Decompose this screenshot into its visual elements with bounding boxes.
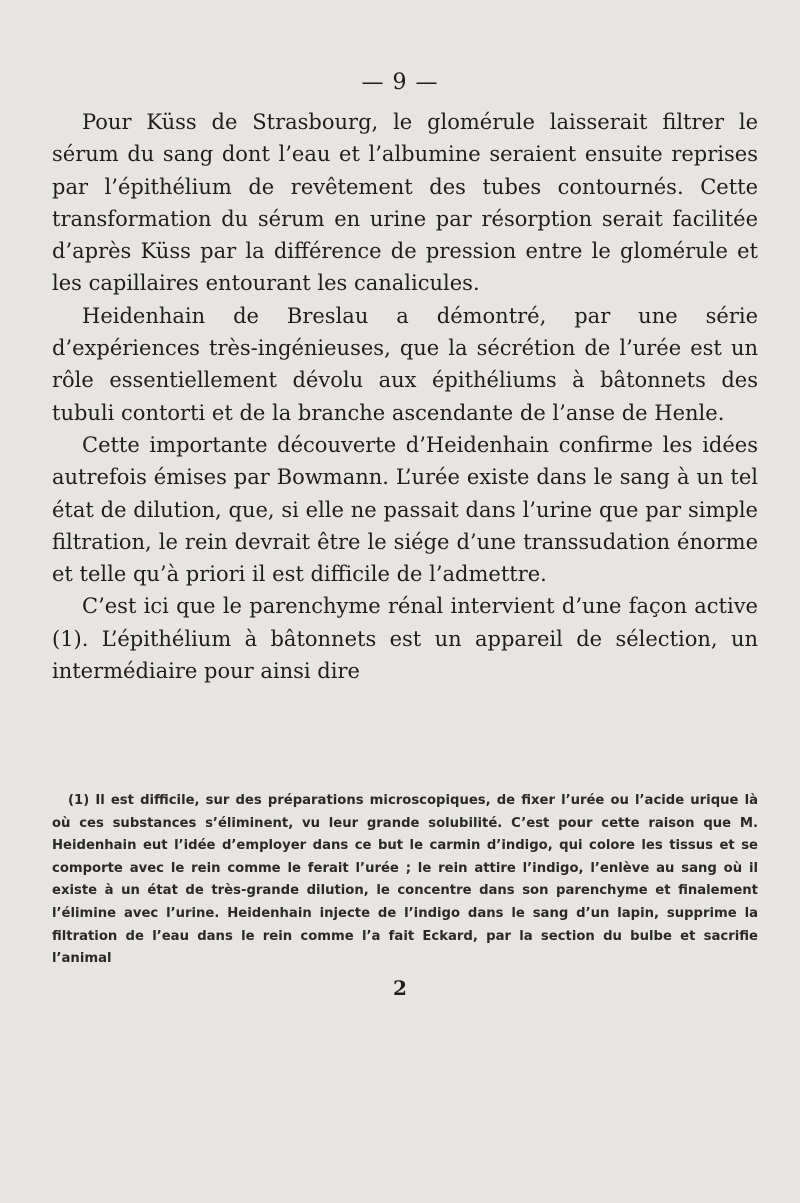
paragraph-bowmann: Cette importante découverte d’Heidenhain confirme les idées autrefois émises par Bowmann. L’urée existe dans le sang à un tel état de dilution, que, si elle ne passait dans l’urine que par simple filtration, le rein devrait être le siége d’une transsudation énorme et telle qu’à priori il est difficile de l’admettre.: [52, 432, 758, 587]
paragraph-heidenhain: Heidenhain de Breslau a démontré, par une série d’expériences très-ingénieuses, que la sécrétion de l’urée est un rôle essentiellement dévolu aux épithéliums à bâtonnets des tubuli contorti et de la branche ascendante de l’anse de Henle.: [52, 303, 758, 425]
page-number: — 9 —: [361, 70, 439, 95]
signature-mark: 2: [393, 976, 407, 1000]
paragraph-kuss: Pour Küss de Strasbourg, le glomérule laisserait filtrer le sérum du sang dont l’eau et l’albumine seraient ensuite reprises par l’épithélium de revêtement des tubes contournés. Cette transformation du sérum en urine par résorption serait facilitée d’après Küss par la différence de pression entre le glomérule et les capillaires entourant les canalicules.: [52, 110, 758, 296]
footnote: [52, 790, 758, 971]
paragraph-parenchyme: C’est ici que le parenchyme rénal intervient d’une façon active (1). L’épithélium à bâtonnets est un appareil de sélection, un intermédiaire pour ainsi dire: [52, 594, 758, 684]
footnote-text: (1) Il est difficile, sur des préparations microscopiques, de fixer l’urée ou l’acide urique là où ces substances s’éliminent, vu leur grande solubilité. C’est pour cette raison que M. Heidenhain eut l’idée d’employer dans ce but le carmin d’indigo, qui colore les tissus et se comporte avec le rein comme le ferait l’urée ; le rein attire l’indigo, l’enlève au sang où il existe à un état de très-grande dilution, le concentre dans son parenchyme et finalement l’élimine avec l’urine. Heidenhain injecte de l’indigo dans le sang d’un lapin, supprime la filtration de l’eau dans le rein comme l’a fait Eckard, par la section du bulbe et sacrifie l’animal: [52, 793, 758, 967]
body-text: [52, 106, 758, 687]
